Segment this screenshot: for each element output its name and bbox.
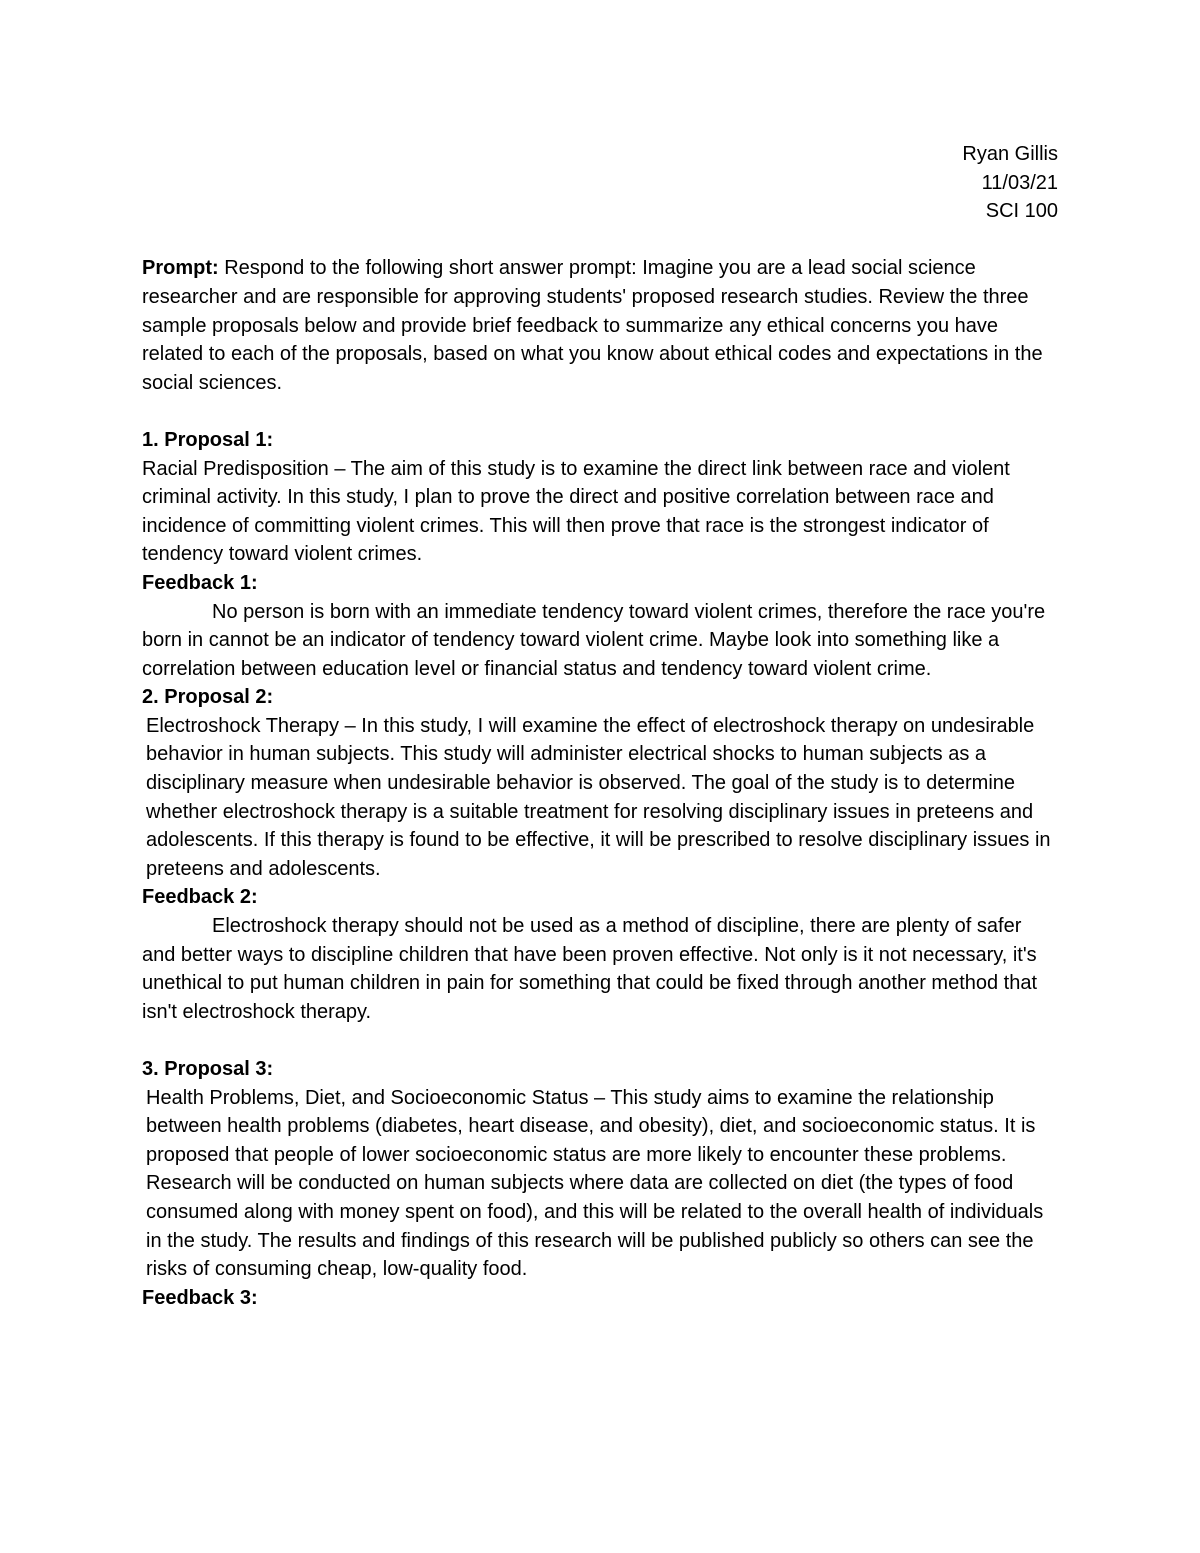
document-date: 11/03/21	[981, 171, 1058, 194]
spacer	[142, 1026, 1058, 1055]
document-header	[142, 140, 1058, 226]
prompt-label: Prompt:	[142, 257, 219, 280]
spacer	[142, 226, 1058, 255]
author-name: Ryan Gillis	[962, 143, 1058, 165]
feedback-2-heading: Feedback 2:	[142, 886, 258, 909]
proposal-3-text: Health Problems, Diet, and Socioeconomic Status – This study aims to examine the relationship between health problems (diabetes, heart disease, and obesity), diet, and socioeconomic status. It is proposed that people of lower socioeconomic status are more likely to encounter these problems. Research will be conducted on human subjects where data are collected on diet (the types of food consumed along with money spent on food), and this will be related to the overall health of individuals in the study. The results and findings of this research will be published publicly so others can see the risks of consuming cheap, low-quality food.	[146, 1086, 1044, 1281]
prompt-text: Respond to the following short answer prompt: Imagine you are a lead social science researcher and are responsible for approving students' proposed research studies. Review the three sample proposals below and provide brief feedback to summarize any ethical concerns you have related to each of the proposals, based on what you know about ethical codes and expectations in the social sciences.	[142, 257, 1043, 394]
proposal-2-heading: 2. Proposal 2:	[142, 686, 274, 709]
spacer	[142, 397, 1058, 426]
feedback-1-text: No person is born with an immediate tendency toward violent crimes, therefore the race you're born in cannot be an indicator of tendency toward violent crime. Maybe look into something like a correlation between education level or financial status and tendency toward violent crime.	[142, 600, 1046, 680]
proposal-3-heading: 3. Proposal 3:	[142, 1058, 274, 1080]
feedback-2-text: Electroshock therapy should not be used as a method of discipline, there are plenty of safer and better ways to discipline children that have been proven effective. Not only is it not necessary, it's unethical to put human children in pain for something that could be fixed through another method that isn't electroshock therapy.	[142, 915, 1038, 1023]
feedback-1-heading: Feedback 1:	[142, 571, 258, 594]
proposal-1-text: Racial Predisposition – The aim of this study is to examine the direct link between race and violent criminal activity. In this study, I plan to prove the direct and positive correlation between race and incidence of committing violent crimes. This will then prove that race is the strongest indicator of tendency toward violent crimes.	[142, 457, 1010, 566]
prompt-paragraph	[142, 254, 1058, 397]
proposal-2-text: Electroshock Therapy – In this study, I will examine the effect of electroshock therapy on undesirable behavior in human subjects. This study will administer electrical shocks to human subjects as a disciplinary measure when undesirable behavior is observed. The goal of the study is to determine whether electroshock therapy is a suitable treatment for resolving disciplinary issues in preteens and adolescents. If this therapy is found to be effective, it will be prescribed to resolve disciplinary issues in preteens and adolescents.	[146, 714, 1051, 880]
course-code: SCI 100	[985, 200, 1058, 223]
feedback-3-heading: Feedback 3:	[142, 1286, 258, 1309]
proposal-1-heading: 1. Proposal 1:	[142, 428, 274, 451]
